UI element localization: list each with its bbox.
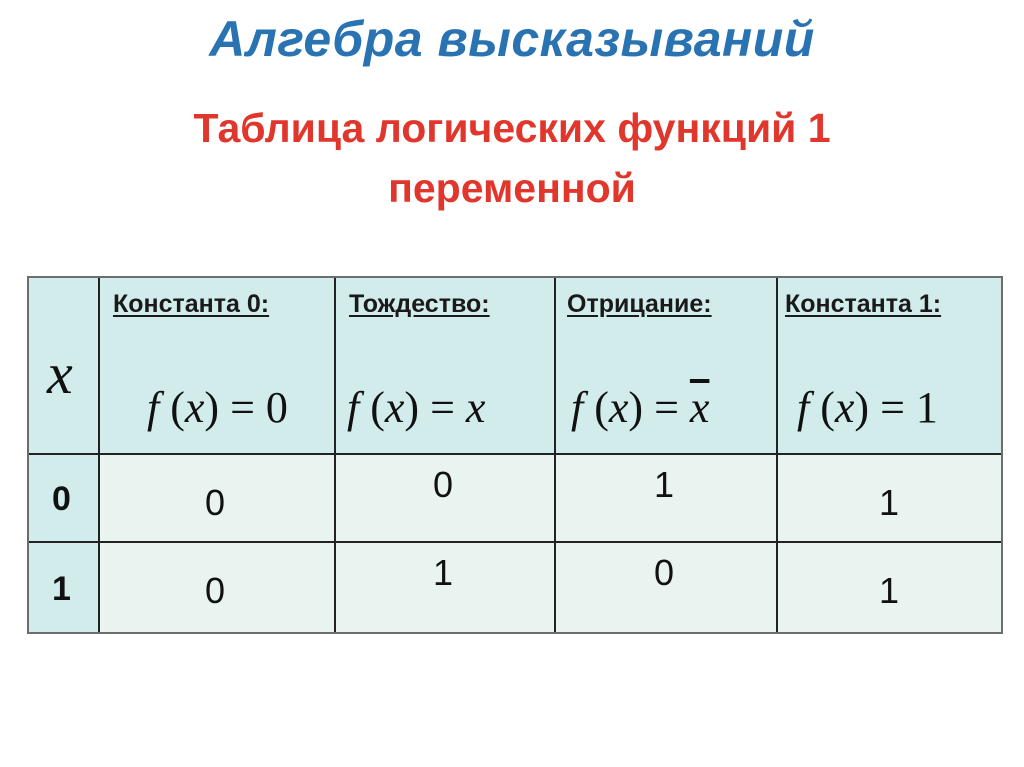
formula-arg: x [834, 383, 855, 432]
formula-rhs: 0 [265, 383, 288, 432]
formula-func: f [571, 383, 584, 432]
grid-line [29, 453, 1001, 455]
grid-line [98, 278, 100, 632]
formula-arg: x [184, 383, 205, 432]
column-heading-const1: Константа 1: [785, 290, 942, 318]
formula-negation: f $(x) = \overline{x}$ [571, 383, 710, 432]
row-label-x1: 1 [52, 570, 71, 608]
formula-rhs: x [465, 383, 486, 432]
formula-const1: f (x) = 1 [797, 383, 938, 432]
grid-line [29, 541, 1001, 543]
table-cell-value: 0 [654, 552, 675, 593]
slide-subtitle [0, 98, 1024, 218]
table-cell-value: 0 [205, 482, 226, 523]
table-cell-value: 1 [654, 464, 675, 505]
formula-func: f [797, 383, 810, 432]
grid-line [334, 278, 336, 632]
formula-arg: x [384, 383, 405, 432]
column-heading-const0: Константа 0: [113, 290, 270, 318]
formula-rhs: 1 [915, 383, 938, 432]
formula-func: f [347, 383, 360, 432]
grid-line [776, 278, 778, 632]
formula-const0: f (x) = 0 [147, 383, 288, 432]
table-cell-value: 1 [433, 552, 454, 593]
table-cell-value: 1 [879, 482, 900, 523]
table-cell-value: 0 [205, 570, 226, 611]
table-cell-value: 0 [433, 464, 454, 505]
table-cell-value: 1 [879, 570, 900, 611]
row-label-x0: 0 [52, 480, 71, 518]
formula-func: f [147, 383, 160, 432]
formula-identity: f (x) = x [347, 383, 486, 432]
formula-arg: x [608, 383, 629, 432]
subtitle-line-2: переменной [388, 165, 636, 211]
formula-rhs-negated: $\overline{x}$ [689, 383, 710, 432]
subtitle-line-1: Таблица логических функций 1 [193, 105, 831, 151]
variable-x-label: x [47, 341, 73, 406]
grid-line [554, 278, 556, 632]
column-heading-identity: Тождество: [349, 290, 490, 318]
truth-table [27, 276, 1003, 634]
slide-title: Алгебра высказываний [209, 11, 815, 67]
column-heading-negation: Отрицание: [567, 290, 712, 318]
